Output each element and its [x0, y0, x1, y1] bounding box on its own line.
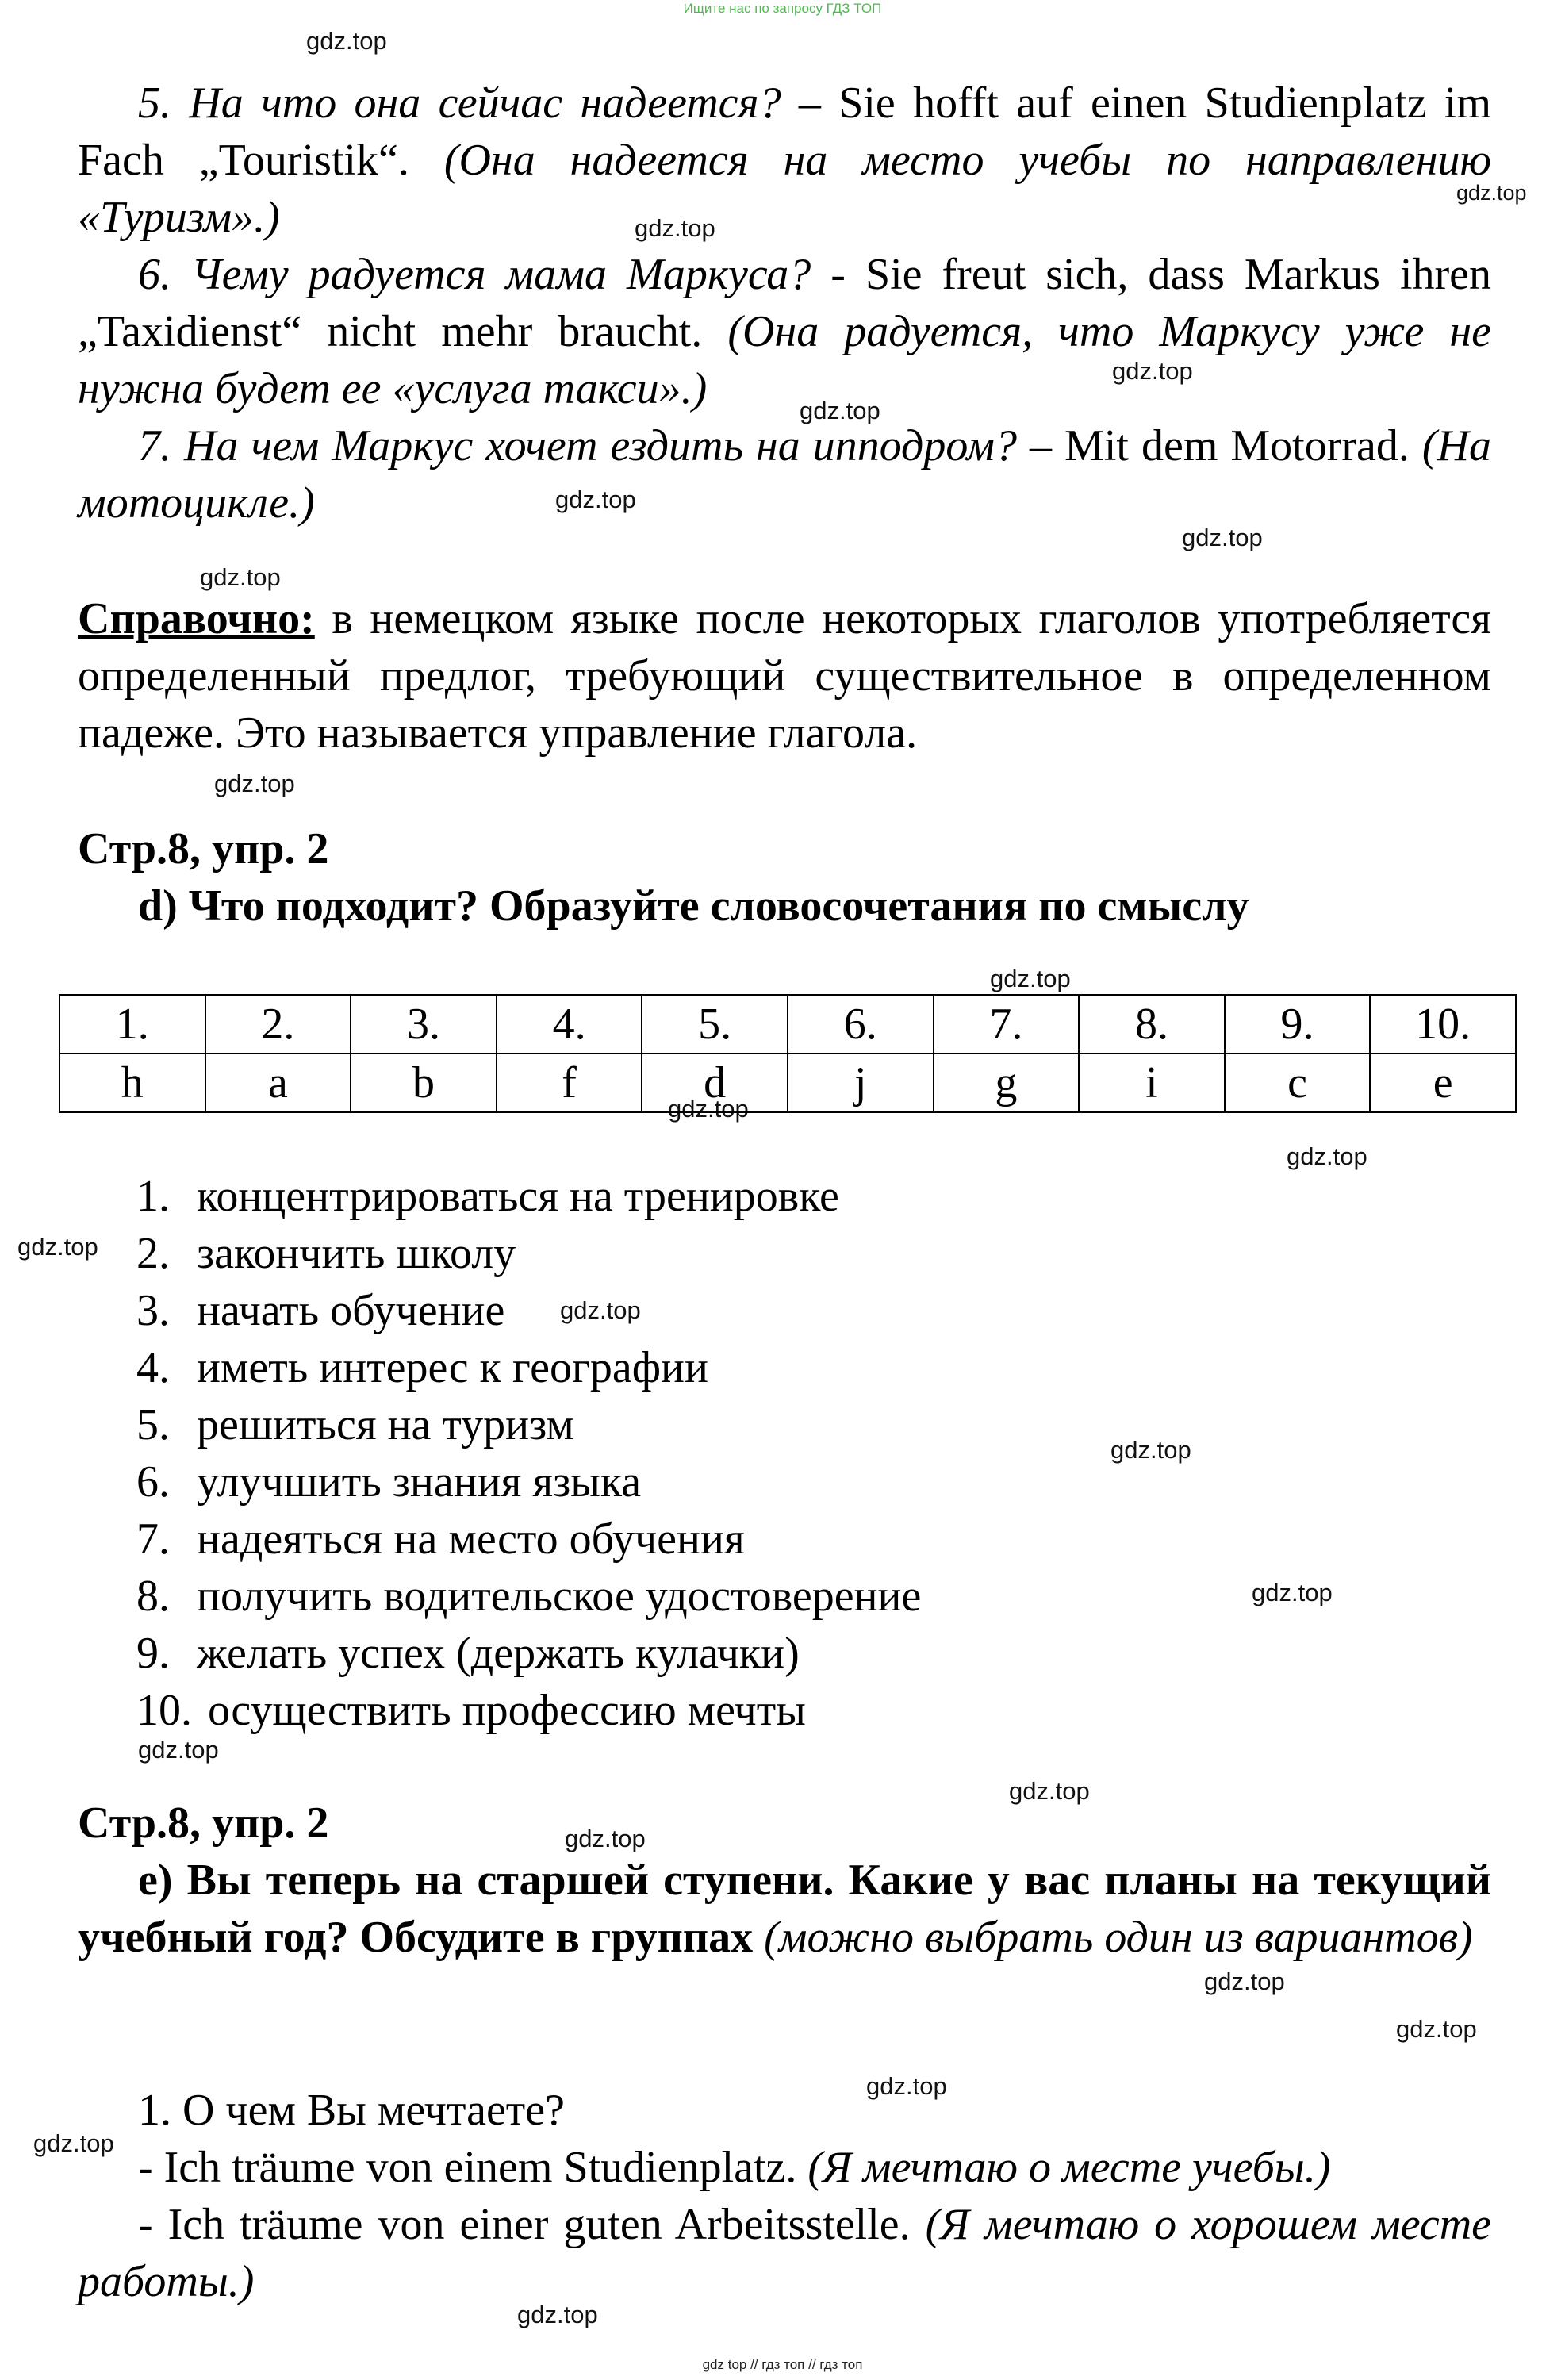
- note-label: Справочно:: [78, 594, 315, 643]
- note-text: в немецком языке после некоторых глаголов употребляется определенный предлог, требующий существительное в определенном падеже. Это называется управление глагола.: [78, 594, 1491, 758]
- watermark: gdz.top: [33, 2129, 114, 2157]
- watermark: gdz.top: [866, 2072, 947, 2100]
- answer-table-letters: [59, 1054, 1516, 1112]
- watermark: gdz.top: [517, 2301, 598, 2328]
- list-item: 2. закончить школу: [136, 1229, 516, 1278]
- watermark: gdz.top: [800, 397, 880, 424]
- section-e-heading: Стр.8, упр. 2: [78, 1798, 329, 1848]
- watermark: gdz.top: [138, 1736, 219, 1764]
- list-item: 3. начать обучение: [136, 1286, 505, 1335]
- watermark: gdz.top: [635, 214, 715, 242]
- watermark: gdz.top: [1009, 1777, 1090, 1805]
- watermark: gdz.top: [214, 770, 295, 797]
- list-item: 1. концентрироваться на тренировке: [136, 1172, 839, 1221]
- answer-5: 5. На что она сейчас надеется? – Sie hofft auf einen Studienplatz im Fach „Touristik“. (Она надеется на место учебы по направлению «Туризм».): [78, 79, 1492, 242]
- section-e-task: e) Вы теперь на старшей ступени. Какие у вас планы на текущий учебный год? Обсудите в группах (можно выбрать один из вариантов): [78, 1856, 1491, 1962]
- section-d-header: [78, 820, 1491, 935]
- list-item: 10. осуществить профессию мечты: [136, 1686, 806, 1735]
- list-item: 5. решиться на туризм: [136, 1400, 574, 1449]
- section-d-task: d) Что подходит? Образуйте словосочетания по смыслу: [138, 881, 1249, 931]
- watermark: gdz.top: [1110, 1436, 1191, 1464]
- watermark: gdz.top: [560, 1296, 641, 1324]
- table-cell: g: [934, 1054, 1080, 1112]
- question-1: 1. О чем Вы мечтаете?: [138, 2086, 565, 2135]
- table-cell: h: [59, 1054, 205, 1112]
- watermark: gdz.top: [17, 1233, 98, 1261]
- watermark: gdz.top: [555, 486, 636, 513]
- watermark: gdz.top: [565, 1825, 646, 1852]
- table-cell: e: [1370, 1054, 1516, 1112]
- table-cell: 10.: [1370, 995, 1516, 1054]
- table-cell: c: [1225, 1054, 1371, 1112]
- table-cell: 8.: [1079, 995, 1225, 1054]
- answers-block: [78, 75, 1491, 532]
- watermark: gdz.top: [668, 1095, 749, 1123]
- table-cell: 1.: [59, 995, 205, 1054]
- phrase-list: [136, 1168, 921, 1739]
- table-cell: j: [788, 1054, 934, 1112]
- list-item: 8. получить водительское удостоверение: [136, 1572, 922, 1621]
- table-cell: 2.: [205, 995, 351, 1054]
- table-cell: a: [205, 1054, 351, 1112]
- table-cell: 5.: [642, 995, 788, 1054]
- watermark: gdz.top: [1252, 1579, 1333, 1606]
- table-cell: b: [351, 1054, 497, 1112]
- section-e: [78, 1795, 1491, 1966]
- answer-line-1: - Ich träume von einem Studienplatz. (Я мечтаю о месте учебы.): [138, 2143, 1331, 2192]
- section-d-heading: Стр.8, упр. 2: [78, 824, 329, 873]
- table-cell: d: [642, 1054, 788, 1112]
- reference-note: [78, 590, 1491, 762]
- watermark: gdz.top: [1456, 181, 1527, 205]
- watermark: gdz.top: [1287, 1142, 1367, 1170]
- watermark: gdz.top: [200, 563, 281, 591]
- answer-table: [59, 994, 1517, 1113]
- table-cell: 3.: [351, 995, 497, 1054]
- answer-line-2: - Ich träume von einer guten Arbeitsstelle. (Я мечтаю о хорошем месте работы.): [78, 2200, 1492, 2306]
- list-item: 7. надеяться на место обучения: [136, 1514, 745, 1564]
- watermark: gdz.top: [1204, 1967, 1285, 1995]
- table-cell: 6.: [788, 995, 934, 1054]
- watermark: gdz.top: [990, 965, 1071, 992]
- table-cell: 7.: [934, 995, 1080, 1054]
- watermark: gdz.top: [306, 27, 387, 55]
- answer-table-numbers: [59, 995, 1516, 1054]
- list-item: 4. иметь интерес к географии: [136, 1343, 708, 1392]
- section-e-answers: [78, 2082, 1491, 2310]
- top-banner: Ищите нас по запросу ГДЗ ТОП: [683, 1, 882, 16]
- list-item: 6. улучшить знания языка: [136, 1457, 642, 1507]
- answer-6: 6. Чему радуется мама Маркуса? - Sie freut sich, dass Markus ihren „Taxidienst“ nicht mehr braucht. (Она радуется, что Маркусу уже не нужна будет ее «услуга такси».): [78, 250, 1492, 413]
- table-cell: f: [497, 1054, 642, 1112]
- table-cell: 9.: [1225, 995, 1371, 1054]
- table-cell: 4.: [497, 995, 642, 1054]
- table-cell: i: [1079, 1054, 1225, 1112]
- answer-7: 7. На чем Маркус хочет ездить на ипподром? – Mit dem Motorrad. (На мотоцикле.): [78, 421, 1492, 528]
- watermark: gdz.top: [1182, 524, 1263, 551]
- bottom-banner: gdz top // гдз топ // гдз топ: [702, 2357, 863, 2372]
- watermark: gdz.top: [1112, 357, 1193, 385]
- watermark: gdz.top: [1396, 2015, 1477, 2043]
- list-item: 9. желать успех (держать кулачки): [136, 1629, 800, 1678]
